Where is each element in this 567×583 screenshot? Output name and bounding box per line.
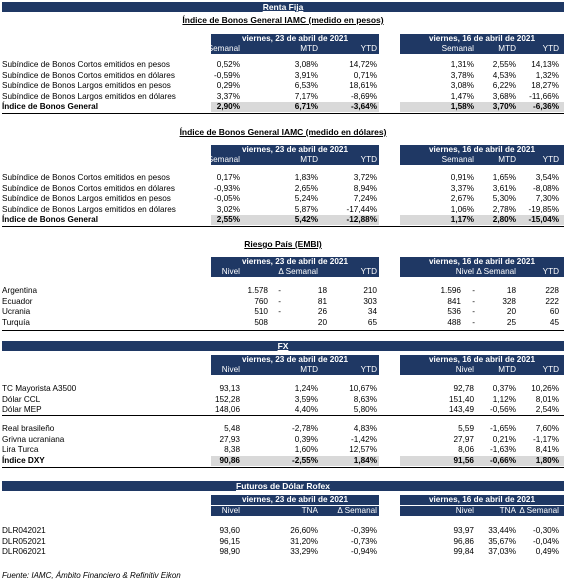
cell-value: -8,08% [533,183,559,193]
row-label: Lira Turca [2,445,39,454]
column-header-row [211,365,379,375]
table-row [2,318,564,328]
table-row [2,60,564,70]
cell-value: 8,38 [224,445,240,454]
cell-value: - [278,296,281,306]
column-header-row [207,155,379,165]
row-label: DLR062021 [2,547,46,556]
section-title-bar [2,341,564,351]
cell-value: 536 [447,307,461,316]
cell-value: -0,93% [214,183,240,193]
cell-value: 27,97 [453,434,474,444]
cell-value: 31,20% [290,536,318,546]
column-header: Δ Semanal [278,267,318,276]
cell-value: 10,67% [349,384,377,393]
cell-value: 33,29% [290,547,318,556]
table-row [2,424,564,434]
divider [2,415,564,416]
cell-value: 5,59 [458,424,474,433]
section-title-bar [2,481,564,491]
cell-value: 33,44% [488,526,516,535]
cell-value: 96,86 [453,536,474,546]
date-header-previous: viernes, 16 de abril de 2021 [400,34,564,44]
date-header-current: viernes, 23 de abril de 2021 [211,257,379,267]
cell-value: -15,04% [528,215,559,224]
section-title: FX [277,341,289,351]
table-row [2,456,564,466]
cell-value: 3,61% [492,183,516,193]
column-header: TNA [301,506,318,515]
cell-value: 27,93 [219,434,240,444]
table-row [2,194,564,204]
cell-value: 1,32% [535,70,559,80]
column-header: YTD [542,44,559,53]
row-label: Índice de Bonos General [2,215,98,224]
cell-value: 0,71% [353,70,377,80]
column-header: Nivel [455,365,474,374]
cell-value: 18 [506,286,516,295]
cell-value: 90,86 [219,455,240,465]
column-header: YTD [360,44,377,53]
column-header: YTD [542,365,559,374]
cell-value: -6,36% [533,102,559,111]
cell-value: 4,40% [294,405,318,414]
cell-value: 8,94% [353,183,377,193]
column-header: Nivel [455,506,474,515]
cell-value: 7,24% [353,194,377,203]
divider [2,467,564,468]
cell-value: 228 [545,286,559,295]
row-label: Dólar CCL [2,394,41,404]
column-header-row [400,155,564,165]
column-header: YTD [360,365,377,374]
section-subtitle [2,15,564,26]
column-header: MTD [300,44,318,53]
cell-value: 1,17% [450,215,474,224]
cell-value: 3,59% [294,394,318,404]
cell-value: 60 [549,307,559,316]
date-header-current: viernes, 23 de abril de 2021 [211,34,379,44]
table-row [2,297,564,307]
cell-value: 3,54% [535,173,559,182]
column-header: Δ Semanal [476,267,516,276]
row-label: TC Mayorista A3500 [2,384,77,393]
cell-value: 65 [367,317,377,327]
cell-value: 10,26% [531,384,559,393]
table-row [2,173,564,183]
column-header: YTD [542,155,559,164]
cell-value: 18 [317,286,327,295]
cell-value: 1,47% [450,91,474,101]
cell-value: 3,68% [492,91,516,101]
table-row [2,184,564,194]
cell-value: 26,60% [290,526,318,535]
cell-value: 1,65% [492,173,516,182]
table-row [2,307,564,317]
cell-value: -2,78% [292,424,318,433]
row-label: Subíndice de Bonos Largos emitidos en dólares [2,204,176,214]
cell-value: 0,21% [492,434,516,444]
date-header-previous: viernes, 16 de abril de 2021 [400,355,564,365]
cell-value: 222 [545,296,559,306]
divider [2,113,564,114]
cell-value: 328 [502,296,516,306]
cell-value: 5,30% [492,194,516,203]
cell-value: 12,57% [349,445,377,454]
row-label: Turquía [2,317,30,327]
row-label: DLR042021 [2,526,46,535]
cell-value: 5,80% [353,405,377,414]
cell-value: 3,08% [294,60,318,69]
divider [2,330,564,331]
cell-value: - [278,307,281,316]
table-row [2,205,564,215]
cell-value: 3,91% [294,70,318,80]
cell-value: -1,17% [533,434,559,444]
row-label: Argentina [2,286,38,295]
row-label: Subíndice de Bonos Largos emitidos en pesos [2,81,171,90]
cell-value: 1,31% [450,60,474,69]
cell-value: 1,58% [450,102,474,111]
table-row [2,215,564,225]
cell-value: 3,78% [450,70,474,80]
cell-value: 6,71% [294,102,318,111]
cell-value: 1,12% [492,394,516,404]
divider [2,226,564,227]
cell-value: 2,90% [216,102,240,111]
cell-value: 35,67% [488,536,516,546]
table-row [2,71,564,81]
column-header-row [400,267,564,277]
table-row [2,445,564,455]
cell-value: 7,60% [535,424,559,433]
cell-value: 148,06 [214,405,240,414]
table-row [2,395,564,405]
cell-value: 2,65% [294,183,318,193]
cell-value: 0,37% [492,384,516,393]
cell-value: 5,42% [294,215,318,224]
column-header-row [400,44,564,54]
cell-value: - [472,286,475,295]
row-label: Real brasileño [2,424,55,433]
cell-value: 3,72% [353,173,377,182]
cell-value: 5,48 [224,424,240,433]
cell-value: 151,40 [448,394,474,404]
table-row [2,384,564,394]
date-header-current: viernes, 23 de abril de 2021 [211,495,379,505]
cell-value: -19,85% [528,204,559,214]
column-header: YTD [542,267,559,276]
cell-value: -0,66% [490,455,516,465]
column-header: MTD [498,44,516,53]
table-row [2,92,564,102]
column-header: MTD [498,155,516,164]
cell-value: 45 [549,317,559,327]
cell-value: -12,88% [346,215,377,224]
section-subtitle-text: Índice de Bonos General IAMC (medido en dólares) [179,127,387,137]
cell-value: 96,15 [219,536,240,546]
cell-value: 8,01% [535,394,559,404]
cell-value: 6,22% [492,81,516,90]
column-header: MTD [300,365,318,374]
cell-value: 7,17% [294,91,318,101]
cell-value: 152,28 [214,394,240,404]
cell-value: 81 [317,296,327,306]
cell-value: 0,91% [450,173,474,182]
cell-value: -0,56% [490,405,516,414]
row-label: Grivna ucraniana [2,434,65,444]
cell-value: 92,78 [453,384,474,393]
cell-value: 37,03% [488,547,516,556]
cell-value: 1,24% [294,384,318,393]
cell-value: 1.578 [247,286,268,295]
cell-value: 18,61% [349,81,377,90]
cell-value: 2,67% [450,194,474,203]
cell-value: -0,59% [214,70,240,80]
row-label: DLR052021 [2,536,46,546]
cell-value: 93,97 [453,526,474,535]
row-label: Subíndice de Bonos Cortos emitidos en pesos [2,60,170,69]
cell-value: 3,37% [450,183,474,193]
table-row [2,81,564,91]
cell-value: 143,49 [448,405,474,414]
cell-value: 5,87% [294,204,318,214]
cell-value: 210 [363,286,377,295]
cell-value: -17,44% [346,204,377,214]
cell-value: 93,13 [219,384,240,393]
cell-value: 3,08% [450,81,474,90]
cell-value: 20 [506,307,516,316]
cell-value: 20 [317,317,327,327]
column-header: Nivel [221,267,240,276]
column-header: YTD [360,267,377,276]
row-label: Subíndice de Bonos Cortos emitidos en pesos [2,173,170,182]
cell-value: -8,69% [351,91,377,101]
column-header: YTD [360,155,377,164]
column-header: Nivel [221,365,240,374]
cell-value: -1,65% [490,424,516,433]
column-header-row [400,365,564,375]
table-row [2,537,564,547]
cell-value: 3,70% [492,102,516,111]
cell-value: 760 [254,296,268,306]
cell-value: 2,55% [492,60,516,69]
cell-value: 34 [367,307,377,316]
cell-value: - [278,286,281,295]
column-header: Nivel [221,506,240,515]
source-footnote: Fuente: IAMC, Ámbito Financiero & Refinitiv Eikon [2,571,181,580]
cell-value: 488 [447,317,461,327]
table-row [2,286,564,296]
column-header-row [207,44,379,54]
cell-value: -0,04% [533,536,559,546]
cell-value: 25 [506,317,516,327]
column-header: Semanal [207,44,240,53]
table-row [2,547,564,557]
cell-value: 1,80% [535,455,559,465]
cell-value: 0,39% [294,434,318,444]
cell-value: 3,02% [216,204,240,214]
cell-value: -11,66% [529,91,559,101]
row-label: Índice DXY [2,455,45,465]
cell-value: 14,72% [349,60,377,69]
cell-value: 2,54% [535,405,559,414]
cell-value: 510 [254,307,268,316]
cell-value: - [472,307,475,316]
cell-value: 2,80% [492,215,516,224]
cell-value: 303 [363,296,377,306]
row-label: Subíndice de Bonos Cortos emitidos en dólares [2,183,175,193]
date-header-previous: viernes, 16 de abril de 2021 [400,495,564,505]
cell-value: 99,84 [453,547,474,556]
column-header-row [211,506,379,516]
cell-value: 14,13% [531,60,559,69]
cell-value: 1,60% [294,445,318,454]
cell-value: 5,24% [294,194,318,203]
row-label: Índice de Bonos General [2,102,98,111]
row-label: Ucrania [2,307,31,316]
cell-value: 2,55% [216,215,240,224]
column-header: MTD [300,155,318,164]
row-label: Dólar MEP [2,405,42,414]
date-header-current: viernes, 23 de abril de 2021 [211,145,379,155]
date-header-previous: viernes, 16 de abril de 2021 [400,145,564,155]
date-header-current: viernes, 23 de abril de 2021 [211,355,379,365]
column-header: Semanal [441,155,474,164]
column-header-row [400,506,564,516]
section-title: Futuros de Dólar Rofex [236,481,330,491]
row-label: Subíndice de Bonos Largos emitidos en pesos [2,194,171,203]
cell-value: 8,41% [535,445,559,454]
cell-value: 1.596 [440,286,461,295]
cell-value: 508 [254,317,268,327]
cell-value: 4,53% [492,70,516,80]
cell-value: -2,55% [292,455,318,465]
table-row [2,435,564,445]
table-row [2,102,564,112]
cell-value: 0,52% [216,60,240,69]
cell-value: 98,90 [219,547,240,556]
table-row [2,526,564,536]
cell-value: 841 [447,296,461,306]
cell-value: 8,63% [353,394,377,404]
row-label: Subíndice de Bonos Cortos emitidos en dólares [2,70,175,80]
section-subtitle-text: Riesgo País (EMBI) [244,239,322,249]
date-header-previous: viernes, 16 de abril de 2021 [400,257,564,267]
cell-value: -0,73% [351,536,377,546]
cell-value: 6,53% [294,81,318,90]
column-header: Δ Semanal [519,506,559,515]
column-header: Semanal [207,155,240,164]
section-title: Renta Fija [262,2,304,12]
cell-value: -0,94% [351,547,377,556]
cell-value: 93,60 [219,526,240,535]
cell-value: - [472,317,475,327]
cell-value: 3,37% [216,91,240,101]
cell-value: 1,83% [294,173,318,182]
cell-value: 4,83% [353,424,377,433]
cell-value: 1,06% [450,204,474,214]
cell-value: 26 [317,307,327,316]
cell-value: - [472,296,475,306]
cell-value: 0,17% [216,173,240,182]
row-label: Subíndice de Bonos Largos emitidos en dólares [2,91,176,101]
cell-value: -0,39% [351,526,377,535]
cell-value: 2,78% [492,204,516,214]
column-header: Nivel [455,267,474,276]
cell-value: -3,64% [351,102,377,111]
section-title-bar [2,2,564,12]
row-label: Ecuador [2,296,33,306]
cell-value: -0,05% [214,194,240,203]
cell-value: 0,29% [216,81,240,90]
cell-value: 0,49% [535,547,559,556]
cell-value: 7,30% [535,194,559,203]
table-row [2,405,564,415]
section-subtitle [2,239,564,250]
column-header: MTD [498,365,516,374]
column-header: Semanal [441,44,474,53]
cell-value: -0,30% [533,526,559,535]
cell-value: -1,63% [490,445,516,454]
column-header-row [211,267,379,277]
column-header: Δ Semanal [337,506,377,515]
column-header: TNA [499,506,516,515]
section-subtitle [2,127,564,138]
cell-value: 91,56 [453,455,474,465]
cell-value: 1,84% [353,455,377,465]
cell-value: 8,06 [458,445,474,454]
section-subtitle-text: Índice de Bonos General IAMC (medido en pesos) [182,15,384,25]
cell-value: 18,27% [531,81,559,90]
cell-value: -1,42% [351,434,377,444]
